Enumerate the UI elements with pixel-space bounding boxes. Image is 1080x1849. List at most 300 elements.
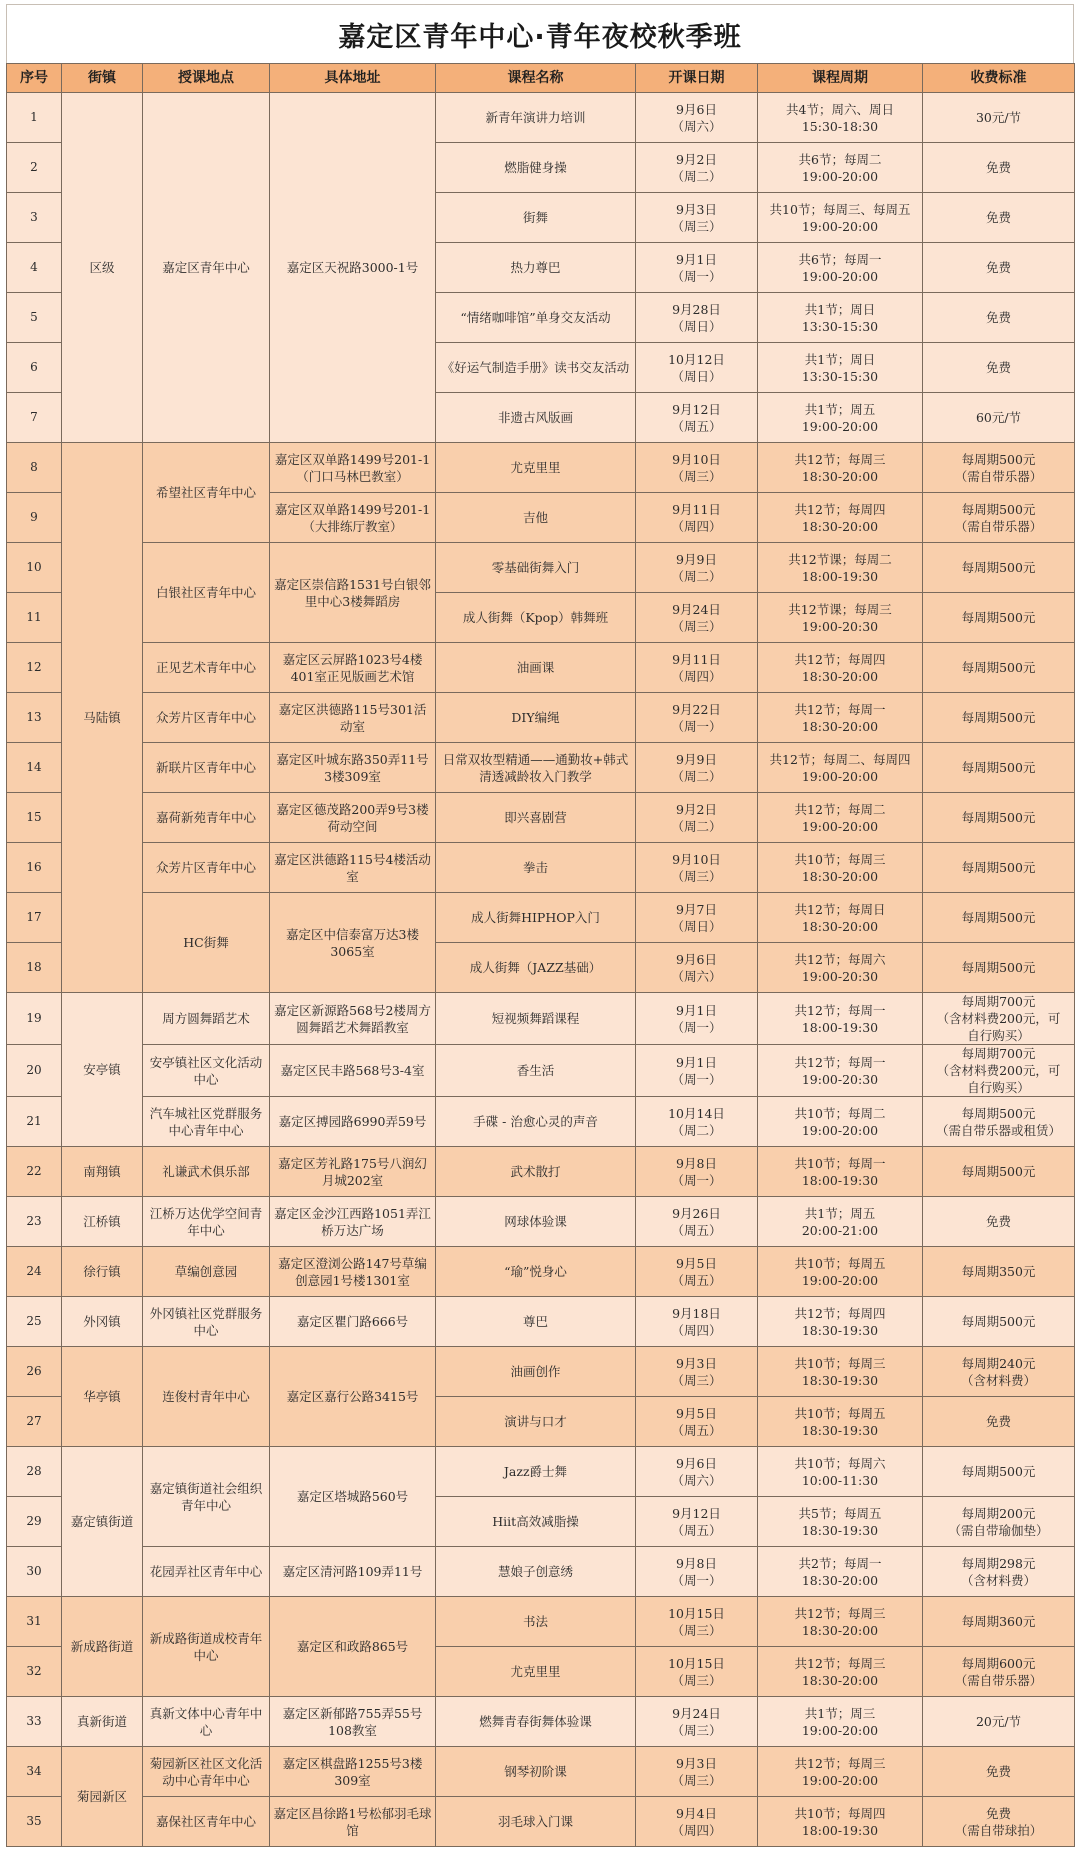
fee-cell-text: （需自带乐器） [954, 468, 1043, 484]
venue-cell-text: 周方圆舞蹈艺术 [162, 1011, 250, 1026]
start-date-cell-text: 9月3日 [676, 201, 717, 217]
town-cell [62, 993, 143, 1147]
fee-cell-text: 免费 [985, 310, 1011, 325]
period-cell [758, 693, 923, 743]
address-cell-text: 嘉定区清河路109弄11号 [282, 1564, 423, 1579]
start-date-cell-text: （周六） [671, 968, 722, 984]
start-date-cell-text: 9月10日 [672, 451, 721, 467]
address-cell-text: 嘉定区嘉行公路3415号 [286, 1389, 419, 1404]
town-cell-text: 外冈镇 [83, 1314, 121, 1329]
venue-cell [143, 1045, 270, 1097]
start-date-cell [636, 1147, 758, 1197]
fee-cell [923, 493, 1075, 543]
venue-cell-text: 新成路街道成校青年中心 [149, 1630, 263, 1663]
table-row [7, 1045, 1075, 1097]
start-date-cell-text: （周三） [671, 1772, 722, 1788]
row-number [7, 1197, 62, 1247]
fee-cell-text: （需自带乐器） [954, 518, 1043, 534]
row-number-text: 23 [26, 1214, 42, 1228]
address-cell-text: 嘉定区德茂路200弄9号3楼荷动空间 [276, 801, 429, 834]
period-cell-text: 共10节；每周五 [794, 1255, 886, 1271]
fee-cell-text: 自行购买） [967, 1028, 1030, 1043]
venue-cell-text: 嘉保社区青年中心 [155, 1814, 256, 1829]
course-name-cell [436, 1497, 636, 1547]
row-number-text: 4 [30, 260, 38, 274]
venue-cell-text: 嘉荷新苑青年中心 [155, 810, 256, 825]
fee-cell [923, 1045, 1075, 1097]
start-date-cell-text: 9月11日 [672, 651, 721, 667]
period-cell-text: 13:30-15:30 [801, 368, 879, 384]
header-start-date: 开课日期 [636, 64, 758, 93]
course-name-cell-text: 燃舞青春街舞体验课 [479, 1714, 592, 1729]
row-number [7, 1547, 62, 1597]
fee-cell-text: 60元/节 [975, 410, 1022, 425]
row-number-text: 12 [26, 660, 42, 674]
period-cell-text: 18:30-20:00 [801, 1672, 879, 1688]
row-number [7, 843, 62, 893]
period-cell-text: 共6节；每周一 [798, 251, 882, 267]
course-name-cell-text: 手碟 - 治愈心灵的声音 [473, 1114, 598, 1129]
row-number [7, 593, 62, 643]
venue-cell-text: 安亭镇社区文化活动中心 [149, 1054, 263, 1087]
row-number [7, 1397, 62, 1447]
row-number-text: 2 [30, 160, 38, 174]
row-number-text: 9 [30, 510, 38, 524]
row-number [7, 543, 62, 593]
period-cell-text: 共12节；每周三 [794, 451, 886, 467]
start-date-cell-text: （周一） [671, 268, 722, 284]
period-cell [758, 643, 923, 693]
period-cell-text: 共4节；周六、周日 [786, 101, 894, 117]
venue-cell-text: 嘉定区青年中心 [162, 260, 250, 275]
period-cell [758, 993, 923, 1045]
fee-cell [923, 543, 1075, 593]
period-cell-text: 共12节；每周四 [794, 501, 886, 517]
venue-cell-text: 江桥万达优学空间青年中心 [149, 1205, 263, 1238]
start-date-cell [636, 193, 758, 243]
row-number-text: 3 [30, 210, 38, 224]
start-date-cell [636, 393, 758, 443]
period-cell-text: 共10节；每周五 [794, 1405, 886, 1421]
course-name-cell [436, 243, 636, 293]
address-cell-text: 嘉定区金沙江西路1051弄江桥万达广场 [274, 1205, 431, 1238]
start-date-cell-text: 9月10日 [672, 851, 721, 867]
period-cell [758, 1447, 923, 1497]
period-cell-text: 共1节；周日 [804, 351, 876, 367]
period-cell-text: 共10节；每周二 [794, 1105, 886, 1121]
row-number [7, 1045, 62, 1097]
start-date-cell [636, 1447, 758, 1497]
town-cell [62, 1347, 143, 1447]
fee-cell [923, 1247, 1075, 1297]
header-venue: 授课地点 [143, 64, 270, 93]
start-date-cell [636, 293, 758, 343]
start-date-cell-text: （周六） [671, 118, 722, 134]
period-cell [758, 593, 923, 643]
address-cell [270, 1347, 436, 1447]
row-number [7, 93, 62, 143]
start-date-cell-text: （周四） [671, 1322, 722, 1338]
start-date-cell [636, 343, 758, 393]
fee-cell-text: 每周期500元 [961, 660, 1036, 675]
town-cell-text: 真新街道 [76, 1714, 127, 1729]
start-date-cell-text: （周三） [671, 1722, 722, 1738]
period-cell [758, 443, 923, 493]
fee-cell-text: 每周期500元 [961, 560, 1036, 575]
start-date-cell-text: 9月1日 [676, 251, 717, 267]
course-name-cell [436, 1697, 636, 1747]
course-name-cell-text: 油画课 [516, 660, 555, 675]
course-name-cell [436, 543, 636, 593]
period-cell [758, 343, 923, 393]
period-cell-text: 共5节；每周五 [798, 1505, 882, 1521]
venue-cell-text: 连俊村青年中心 [162, 1389, 250, 1404]
period-cell-text: 18:30-19:30 [801, 1372, 879, 1388]
start-date-cell-text: （周五） [671, 1422, 722, 1438]
start-date-cell-text: 9月6日 [676, 951, 717, 967]
row-number [7, 793, 62, 843]
period-cell [758, 1597, 923, 1647]
course-name-cell [436, 1747, 636, 1797]
fee-cell-text: 30元/节 [975, 110, 1022, 125]
fee-cell [923, 643, 1075, 693]
table-row [7, 843, 1075, 893]
address-cell [270, 743, 436, 793]
page-title: 嘉定区青年中心·青年夜校秋季班 [6, 4, 1074, 63]
start-date-cell-text: 9月22日 [672, 701, 721, 717]
town-cell-text: 华亭镇 [83, 1389, 121, 1404]
table-row [7, 1097, 1075, 1147]
table-row [7, 1697, 1075, 1747]
start-date-cell-text: 9月24日 [672, 601, 721, 617]
course-name-cell-text: 短视频舞蹈课程 [491, 1011, 580, 1026]
venue-cell-text: 菊园新区社区文化活动中心青年中心 [149, 1755, 263, 1788]
fee-cell [923, 343, 1075, 393]
fee-cell-text: 每周期500元 [961, 1464, 1036, 1479]
period-cell-text: 共10节；每周六 [794, 1455, 886, 1471]
header-course: 课程名称 [436, 64, 636, 93]
venue-cell-text: 新联片区青年中心 [155, 760, 256, 775]
town-cell [62, 1297, 143, 1347]
course-name-cell [436, 193, 636, 243]
venue-cell-text: 众芳片区青年中心 [155, 860, 256, 875]
town-cell [62, 443, 143, 993]
period-cell-text: 共1节；周日 [804, 301, 876, 317]
period-cell-text: 19:00-20:00 [801, 768, 879, 784]
course-name-cell [436, 643, 636, 693]
period-cell-text: 10:00-11:30 [801, 1472, 879, 1488]
course-name-cell-text: 新青年演讲力培训 [485, 110, 586, 125]
period-cell [758, 1097, 923, 1147]
fee-cell-text: 每周期500元 [961, 960, 1036, 975]
fee-cell [923, 1747, 1075, 1797]
address-cell-text: 嘉定区芳礼路175号八润幻月城202室 [278, 1155, 427, 1188]
town-cell-text: 新成路街道 [70, 1639, 134, 1654]
course-name-cell-text: 网球体验课 [504, 1214, 567, 1229]
period-cell [758, 793, 923, 843]
venue-cell-text: 外冈镇社区党群服务中心 [149, 1305, 263, 1338]
period-cell-text: 13:30-15:30 [801, 318, 879, 334]
course-name-cell-text: 非遗古风版画 [497, 410, 573, 425]
start-date-cell-text: （周五） [671, 1272, 722, 1288]
row-number [7, 193, 62, 243]
fee-cell-text: （需自带乐器） [954, 1672, 1043, 1688]
fee-cell-text: 每周期240元 [961, 1355, 1036, 1371]
course-name-cell-text: 拳击 [522, 860, 548, 875]
period-cell-text: 共12节；每周一 [794, 701, 886, 717]
venue-cell-text: 白银社区青年中心 [155, 585, 256, 600]
period-cell-text: 19:00-20:00 [801, 1722, 879, 1738]
venue-cell [143, 993, 270, 1045]
address-cell [270, 1797, 436, 1847]
row-number-text: 35 [26, 1814, 42, 1828]
fee-cell-text: 每周期500元 [961, 760, 1036, 775]
row-number [7, 1697, 62, 1747]
row-number [7, 743, 62, 793]
start-date-cell [636, 693, 758, 743]
period-cell [758, 393, 923, 443]
town-cell [62, 1197, 143, 1247]
table-row [7, 643, 1075, 693]
start-date-cell [636, 893, 758, 943]
start-date-cell-text: 9月12日 [672, 1505, 721, 1521]
period-cell-text: 18:30-20:00 [801, 718, 879, 734]
start-date-cell-text: （周五） [671, 1522, 722, 1538]
start-date-cell-text: 9月8日 [676, 1555, 717, 1571]
start-date-cell [636, 1297, 758, 1347]
fee-cell [923, 943, 1075, 993]
row-number [7, 1147, 62, 1197]
table-row [7, 1547, 1075, 1597]
address-cell [270, 93, 436, 443]
venue-cell [143, 1447, 270, 1547]
start-date-cell [636, 1697, 758, 1747]
start-date-cell-text: 10月15日 [668, 1655, 725, 1671]
address-cell [270, 443, 436, 493]
period-cell-text: 18:30-20:00 [801, 918, 879, 934]
course-name-cell-text: 油画创作 [510, 1364, 561, 1379]
row-number-text: 15 [26, 810, 42, 824]
period-cell-text: 共12节；每周二 [794, 801, 886, 817]
address-cell [270, 1747, 436, 1797]
period-cell-text: 共12节；每周一 [794, 1054, 886, 1070]
town-cell [62, 1597, 143, 1697]
course-name-cell [436, 493, 636, 543]
start-date-cell-text: 10月15日 [668, 1605, 725, 1621]
start-date-cell-text: （周二） [671, 568, 722, 584]
fee-cell-text: 免费 [985, 160, 1011, 175]
start-date-cell-text: （周三） [671, 1622, 722, 1638]
period-cell-text: 共12节；每周二、每周四 [769, 751, 911, 767]
start-date-cell-text: 9月8日 [676, 1155, 717, 1171]
period-cell [758, 893, 923, 943]
start-date-cell-text: （周三） [671, 468, 722, 484]
address-cell [270, 793, 436, 843]
period-cell-text: 19:00-20:00 [801, 818, 879, 834]
period-cell [758, 1197, 923, 1247]
address-cell [270, 1045, 436, 1097]
course-name-cell [436, 943, 636, 993]
period-cell-text: 共12节；每周日 [794, 901, 886, 917]
start-date-cell [636, 143, 758, 193]
address-cell-text: 嘉定区搏园路6990弄59号 [278, 1114, 427, 1129]
period-cell [758, 143, 923, 193]
address-cell-text: 嘉定区洪德路115号301活动室 [278, 701, 427, 734]
table-row [7, 693, 1075, 743]
period-cell [758, 1547, 923, 1597]
header-no: 序号 [7, 64, 62, 93]
period-cell-text: 共10节；每周一 [794, 1155, 886, 1171]
course-table [6, 63, 1075, 1847]
period-cell-text: 共12节；每周六 [794, 951, 886, 967]
period-cell [758, 1647, 923, 1697]
row-number-text: 8 [30, 460, 38, 474]
period-cell-text: 20:00-21:00 [801, 1222, 879, 1238]
fee-cell-text: 免费 [985, 1764, 1011, 1779]
fee-cell [923, 593, 1075, 643]
start-date-cell-text: （周日） [671, 918, 722, 934]
course-name-cell-text: 演讲与口才 [504, 1414, 567, 1429]
row-number [7, 1597, 62, 1647]
fee-cell-text: 20元/节 [975, 1714, 1022, 1729]
period-cell-text: 18:30-20:00 [801, 518, 879, 534]
start-date-cell [636, 443, 758, 493]
fee-cell [923, 293, 1075, 343]
start-date-cell-text: （周一） [671, 718, 722, 734]
course-name-cell-text: 成人街舞（Kpop）韩舞班 [462, 610, 609, 625]
start-date-cell-text: （周五） [671, 1222, 722, 1238]
table-row [7, 1597, 1075, 1647]
course-name-cell-text: 羽毛球入门课 [497, 1814, 573, 1829]
period-cell [758, 1797, 923, 1847]
table-row [7, 443, 1075, 493]
start-date-cell-text: 9月5日 [676, 1255, 717, 1271]
period-cell [758, 1347, 923, 1397]
start-date-cell-text: 9月4日 [676, 1805, 717, 1821]
start-date-cell-text: 9月24日 [672, 1705, 721, 1721]
course-name-cell-text: 香生活 [516, 1063, 555, 1078]
start-date-cell-text: 9月9日 [676, 751, 717, 767]
table-row [7, 893, 1075, 943]
course-name-cell-text: “瑜”悦身心 [504, 1264, 567, 1279]
course-name-cell-text: “情绪咖啡馆”单身交友活动 [460, 310, 611, 325]
start-date-cell-text: 9月6日 [676, 1455, 717, 1471]
period-cell-text: 18:00-19:30 [801, 568, 879, 584]
period-cell-text: 共12节课；每周二 [788, 551, 892, 567]
fee-cell [923, 993, 1075, 1045]
fee-cell [923, 1297, 1075, 1347]
period-cell [758, 943, 923, 993]
row-number [7, 1297, 62, 1347]
period-cell-text: 18:30-20:00 [801, 868, 879, 884]
period-cell-text: 19:00-20:00 [801, 218, 879, 234]
town-cell [62, 1447, 143, 1597]
town-cell-text: 嘉定镇街道 [70, 1514, 134, 1529]
fee-cell-text: 免费 [985, 360, 1011, 375]
fee-cell-text: 免费 [985, 1214, 1011, 1229]
fee-cell-text: 每周期500元 [961, 1164, 1036, 1179]
row-number-text: 26 [26, 1364, 42, 1378]
town-cell-text: 安亭镇 [83, 1062, 121, 1077]
fee-cell [923, 1797, 1075, 1847]
start-date-cell-text: 9月18日 [672, 1305, 721, 1321]
venue-cell [143, 443, 270, 543]
start-date-cell [636, 1597, 758, 1647]
row-number [7, 993, 62, 1045]
start-date-cell [636, 243, 758, 293]
row-number-text: 13 [26, 710, 42, 724]
fee-cell-text: 每周期500元 [961, 501, 1036, 517]
start-date-cell-text: （周六） [671, 1472, 722, 1488]
period-cell-text: 共1节；周五 [804, 1205, 876, 1221]
course-name-cell [436, 143, 636, 193]
fee-cell [923, 393, 1075, 443]
row-number-text: 28 [26, 1464, 42, 1478]
start-date-cell [636, 793, 758, 843]
address-cell [270, 1597, 436, 1697]
row-number-text: 33 [26, 1714, 42, 1728]
venue-cell [143, 93, 270, 443]
venue-cell [143, 1347, 270, 1447]
row-number-text: 1 [30, 110, 38, 124]
start-date-cell [636, 1547, 758, 1597]
start-date-cell [636, 1197, 758, 1247]
period-cell [758, 493, 923, 543]
fee-cell-text: （需自带球拍） [954, 1822, 1043, 1838]
venue-cell [143, 693, 270, 743]
start-date-cell-text: （周一） [671, 1572, 722, 1588]
period-cell-text: 共12节；每周四 [794, 651, 886, 667]
row-number [7, 343, 62, 393]
fee-cell [923, 1097, 1075, 1147]
town-cell-text: 马陆镇 [83, 710, 121, 725]
address-cell [270, 1097, 436, 1147]
period-cell [758, 1497, 923, 1547]
period-cell [758, 1697, 923, 1747]
course-name-cell [436, 1097, 636, 1147]
start-date-cell-text: （周二） [671, 168, 722, 184]
start-date-cell [636, 943, 758, 993]
address-cell [270, 993, 436, 1045]
period-cell-text: 共1节；周五 [804, 401, 876, 417]
start-date-cell [636, 1397, 758, 1447]
fee-cell [923, 1447, 1075, 1497]
fee-cell [923, 243, 1075, 293]
period-cell [758, 243, 923, 293]
row-number-text: 29 [26, 1514, 42, 1528]
start-date-cell-text: 9月7日 [676, 901, 717, 917]
fee-cell-text: 每周期700元 [961, 1046, 1036, 1061]
address-cell [270, 543, 436, 643]
row-number-text: 19 [26, 1011, 42, 1025]
table-row [7, 1747, 1075, 1797]
course-name-cell [436, 1647, 636, 1697]
start-date-cell [636, 1647, 758, 1697]
address-cell-text: 嘉定区洪德路115号4楼活动室 [274, 851, 431, 884]
start-date-cell [636, 1347, 758, 1397]
start-date-cell [636, 1097, 758, 1147]
start-date-cell [636, 1045, 758, 1097]
table-header-row [7, 64, 1075, 93]
address-cell-text: 嘉定区崇信路1531号白银邻里中心3楼舞蹈房 [274, 576, 431, 609]
period-cell-text: 共2节；每周一 [798, 1555, 882, 1571]
town-cell-text: 徐行镇 [83, 1264, 121, 1279]
start-date-cell-text: 9月26日 [672, 1205, 721, 1221]
address-cell-text: 嘉定区瞿门路666号 [296, 1314, 409, 1329]
fee-cell [923, 93, 1075, 143]
fee-cell-text: 免费 [985, 260, 1011, 275]
period-cell-text: 19:00-20:00 [801, 168, 879, 184]
